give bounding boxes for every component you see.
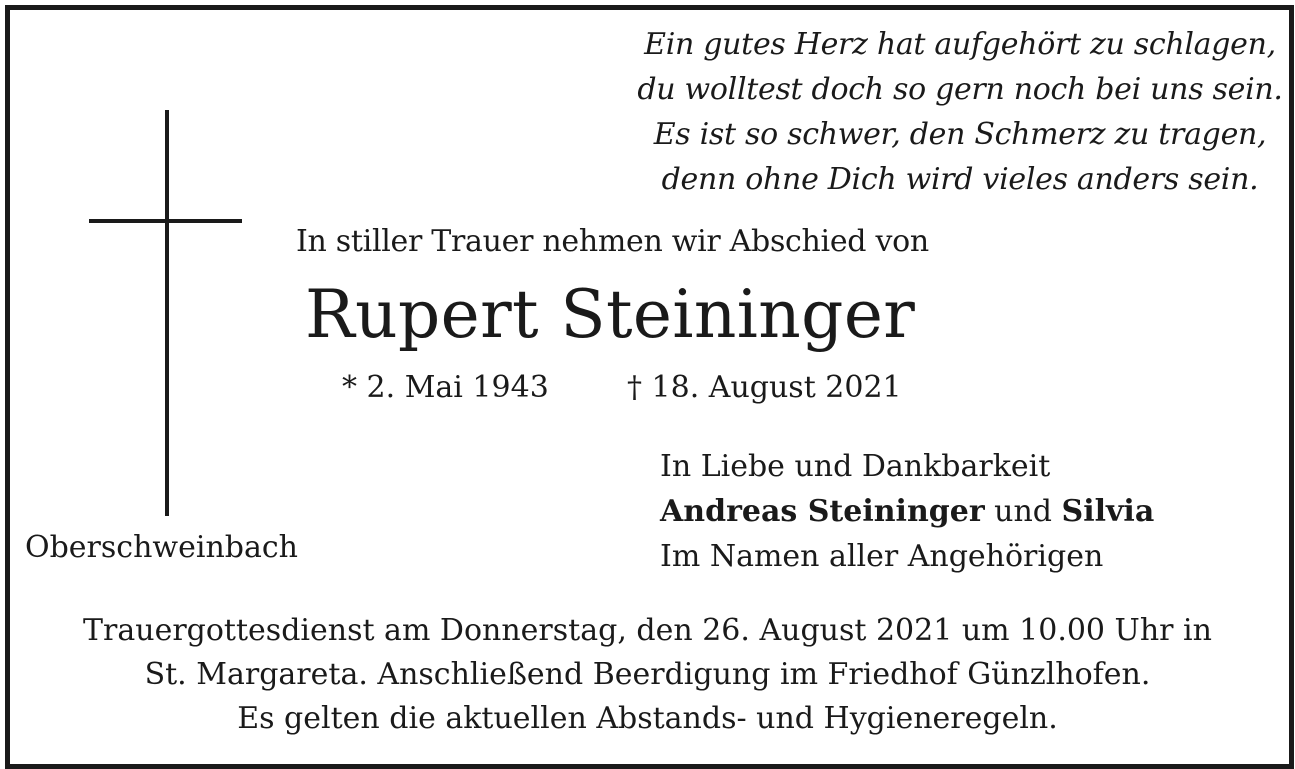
signature-connector: und [984, 494, 1062, 529]
signature-line-gratitude: In Liebe und Dankbarkeit [660, 449, 1051, 484]
funeral-service-info [10, 609, 1285, 741]
farewell-intro: In stiller Trauer nehmen wir Abschied von [296, 224, 929, 259]
poem-line: du wolltest doch so gern noch bei uns sein. [637, 72, 1283, 107]
service-line: Trauergottesdienst am Donnerstag, den 26. August 2021 um 10.00 Uhr in [83, 613, 1212, 648]
service-line: Es gelten die aktuellen Abstands- und Hygieneregeln. [237, 701, 1058, 736]
signature-line-names [660, 489, 1154, 534]
poem-line: Ein gutes Herz hat aufgehört zu schlagen, [644, 27, 1276, 62]
deceased-name: Rupert Steininger [305, 276, 916, 353]
poem-verse [580, 22, 1295, 202]
birth-date: * 2. Mai 1943 [342, 370, 549, 405]
poem-line: Es ist so schwer, den Schmerz zu tragen, [653, 117, 1267, 152]
death-date: † 18. August 2021 [627, 370, 902, 405]
cross-vertical-bar [165, 110, 169, 516]
mourner-name-primary: Andreas Steininger [660, 494, 985, 529]
place-of-residence: Oberschweinbach [25, 530, 298, 565]
signature-line-relatives: Im Namen aller Angehörigen [660, 539, 1104, 574]
mourners-signature [660, 444, 1154, 579]
service-line: St. Margareta. Anschließend Beerdigung im Friedhof Günzlhofen. [144, 657, 1151, 692]
mourner-name-secondary: Silvia [1061, 494, 1155, 529]
cross-horizontal-bar [89, 219, 242, 223]
poem-line: denn ohne Dich wird vieles anders sein. [661, 162, 1259, 197]
